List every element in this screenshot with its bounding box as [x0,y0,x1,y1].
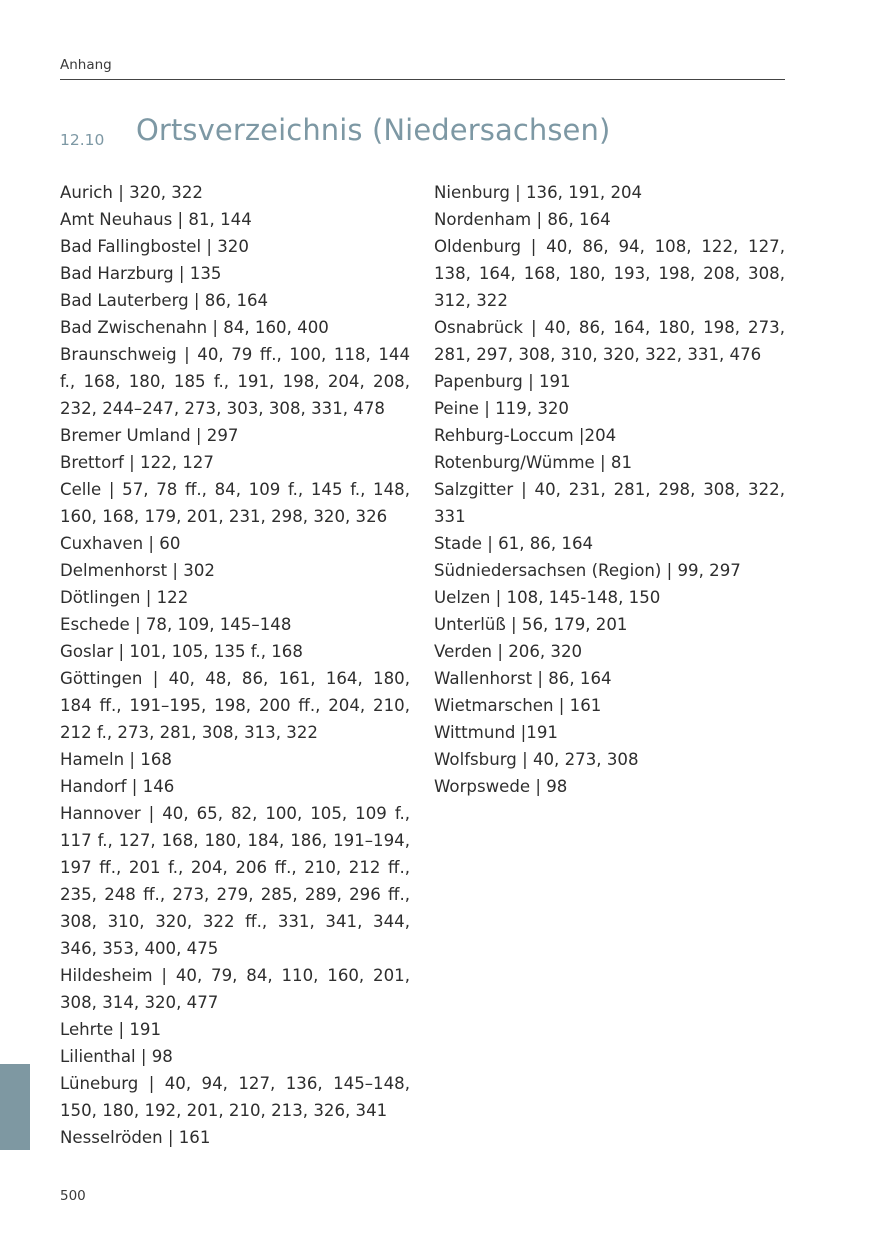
index-entry: Goslar | 101, 105, 135 f., 168 [60,642,303,661]
index-entry: Bad Harzburg | 135 [60,264,222,283]
index-entry: Bad Fallingbostel | 320 [60,237,249,256]
index-column-left [60,179,410,1151]
running-head: Anhang [60,57,112,73]
index-entry: Celle | 57, 78 ff., 84, 109 f., 145 f., 148, 160, 168, 179, 201, 231, 298, 320, 326 [60,480,410,526]
index-entry: Wolfsburg | 40, 273, 308 [434,750,639,769]
index-entry: Wallenhorst | 86, 164 [434,669,612,688]
index-entry: Worpswede | 98 [434,777,568,796]
index-entry: Nesselröden | 161 [60,1128,211,1147]
index-entry: Braunschweig | 40, 79 ff., 100, 118, 144 f., 168, 180, 185 f., 191, 198, 204, 208, 232, 244–247, 273, 303, 308, 331, 478 [60,345,410,418]
index-entry: Oldenburg | 40, 86, 94, 108, 122, 127, 138, 164, 168, 180, 193, 198, 208, 308, 312, 322 [434,237,785,310]
index-entry: Handorf | 146 [60,777,175,796]
index-entry: Wietmarschen | 161 [434,696,602,715]
index-entry: Unterlüß | 56, 179, 201 [434,615,628,634]
index-entry: Rotenburg/Wümme | 81 [434,453,632,472]
chapter-thumb-tab [0,1064,30,1150]
index-entry: Cuxhaven | 60 [60,534,181,553]
index-entry: Uelzen | 108, 145-148, 150 [434,588,661,607]
index-entry: Stade | 61, 86, 164 [434,534,594,553]
index-entry: Nordenham | 86, 164 [434,210,611,229]
index-entry: Rehburg-Loccum |204 [434,426,617,445]
index-entry: Nienburg | 136, 191, 204 [434,183,643,202]
index-entry: Delmenhorst | 302 [60,561,215,580]
index-entry: Hildesheim | 40, 79, 84, 110, 160, 201, 308, 314, 320, 477 [60,966,410,1012]
index-entry: Göttingen | 40, 48, 86, 161, 164, 180, 184 ff., 191–195, 198, 200 ff., 204, 210, 212 f., 273, 281, 308, 313, 322 [60,669,410,742]
index-entry: Peine | 119, 320 [434,399,569,418]
index-entry: Lilienthal | 98 [60,1047,173,1066]
index-entry: Wittmund |191 [434,723,558,742]
index-entry: Hannover | 40, 65, 82, 100, 105, 109 f., 117 f., 127, 168, 180, 184, 186, 191–194, 197 ff., 201 f., 204, 206 ff., 210, 212 ff., 235, 248 ff., 273, 279, 285, 289, 296 ff., 308, 310, 320, 322 ff., 331, 341, 344, 346, 353, 400, 475 [60,804,410,958]
index-entry: Aurich | 320, 322 [60,183,203,202]
index-entry: Bad Zwischenahn | 84, 160, 400 [60,318,329,337]
index-entry: Lehrte | 191 [60,1020,162,1039]
section-title: Ortsverzeichnis (Niedersachsen) [136,113,611,147]
index-entry: Osnabrück | 40, 86, 164, 180, 198, 273, 281, 297, 308, 310, 320, 322, 331, 476 [434,318,785,364]
index-entry: Salzgitter | 40, 231, 281, 298, 308, 322, 331 [434,480,785,526]
index-column-right [434,179,785,800]
index-entry: Lüneburg | 40, 94, 127, 136, 145–148, 150, 180, 192, 201, 210, 213, 326, 341 [60,1074,410,1120]
header-rule [60,79,785,80]
index-entry: Südniedersachsen (Region) | 99, 297 [434,561,741,580]
page-number: 500 [60,1188,86,1204]
index-entry: Amt Neuhaus | 81, 144 [60,210,252,229]
index-entry: Hameln | 168 [60,750,172,769]
index-entry: Papenburg | 191 [434,372,571,391]
index-entry: Bremer Umland | 297 [60,426,239,445]
section-number: 12.10 [60,131,105,149]
index-entry: Brettorf | 122, 127 [60,453,214,472]
index-entry: Eschede | 78, 109, 145–148 [60,615,292,634]
index-entry: Bad Lauterberg | 86, 164 [60,291,269,310]
index-entry: Verden | 206, 320 [434,642,583,661]
index-entry: Dötlingen | 122 [60,588,189,607]
